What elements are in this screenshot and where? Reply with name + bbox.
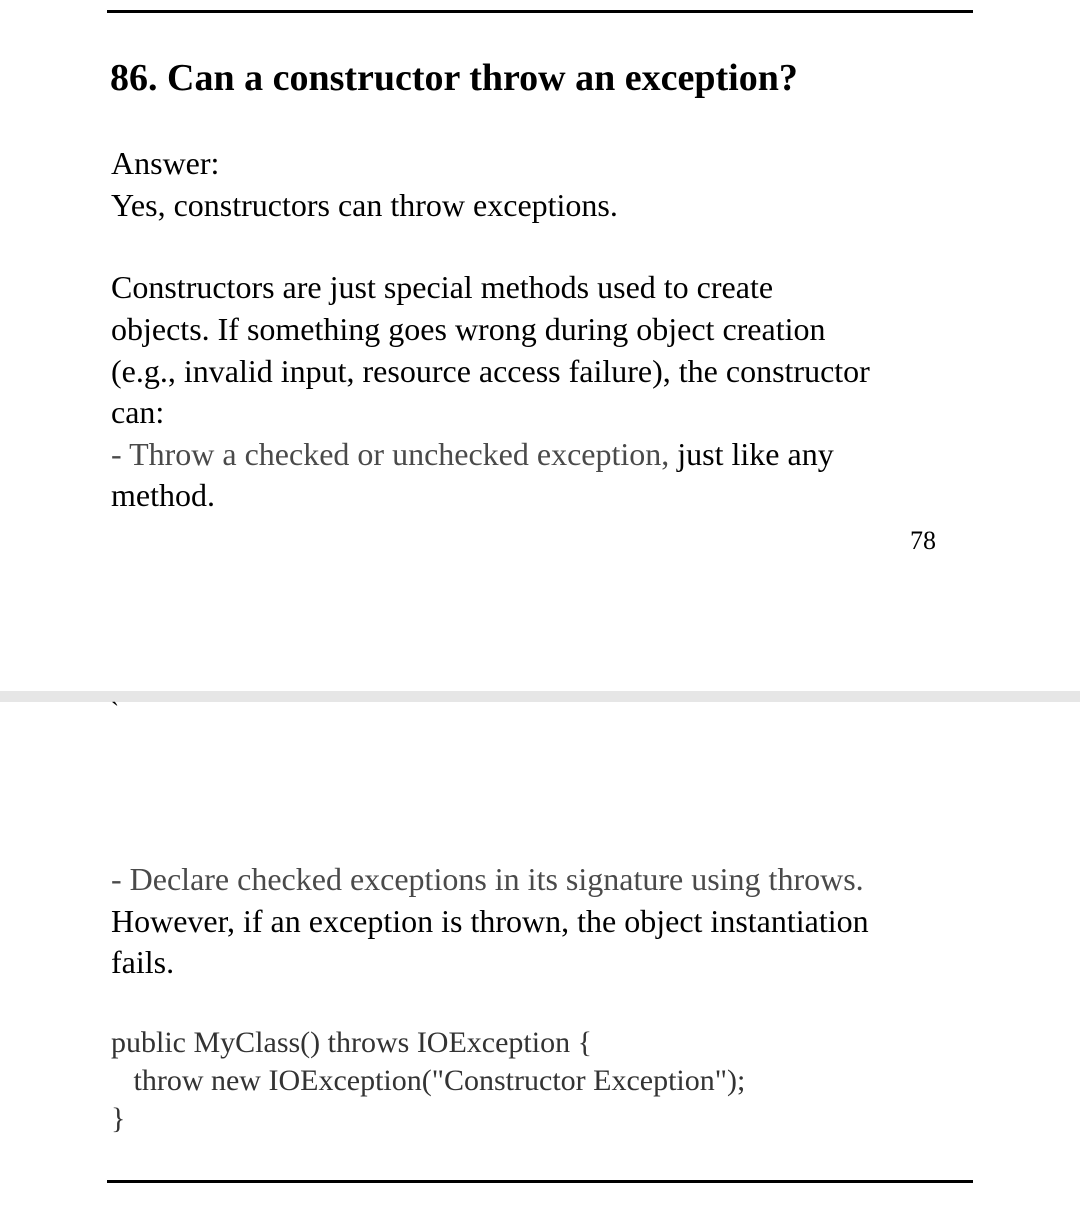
bullet-declare: - Declare checked exceptions in its signature using throws. <box>111 861 864 897</box>
explanation-line: objects. If something goes wrong during object creation <box>111 311 826 347</box>
question-heading: 86. Can a constructor throw an exception? <box>110 57 798 99</box>
code-line: public MyClass() throws IOException { <box>111 1026 592 1059</box>
page-divider <box>0 691 1080 702</box>
bullet-throw-tail: just like any <box>669 436 834 472</box>
continuation-line: However, if an exception is thrown, the object instantiation <box>111 903 869 939</box>
explanation-line: can: <box>111 394 165 430</box>
answer-short: Yes, constructors can throw exceptions. <box>111 187 618 223</box>
code-line: } <box>111 1102 126 1135</box>
answer-label: Answer: <box>111 145 220 181</box>
stray-mark: ` <box>111 699 119 725</box>
explanation-line: Constructors are just special methods used to create <box>111 269 774 305</box>
code-line: throw new IOException("Constructor Exception"); <box>111 1064 746 1097</box>
continuation-line: fails. <box>111 944 175 980</box>
page-number: 78 <box>910 526 936 555</box>
explanation-line: (e.g., invalid input, resource access failure), the constructor <box>111 353 870 389</box>
bullet-throw-text: - Throw a checked or unchecked exception, <box>111 436 670 472</box>
bullet-throw-continuation: method. <box>111 477 215 513</box>
top-rule <box>107 10 973 13</box>
bottom-rule <box>107 1180 973 1183</box>
bullet-throw <box>111 434 834 476</box>
